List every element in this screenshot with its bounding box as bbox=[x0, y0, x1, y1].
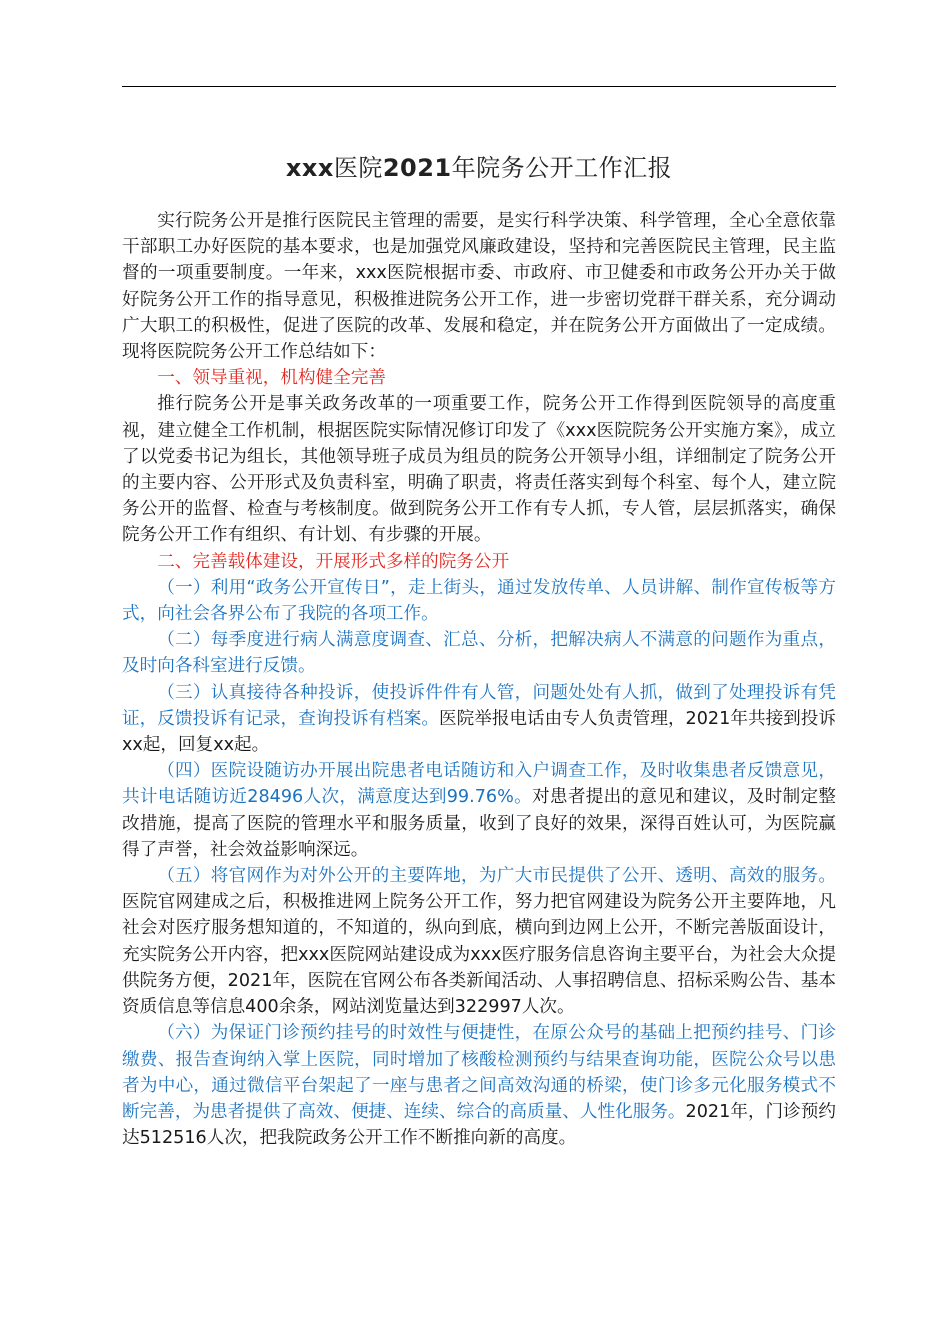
item-4-text: 对患者提出的意见和建议，及时制定整改措施，提高了医院的管理水平和服务质量，收到了良好的效果，深得百姓认可，为医院赢得了声誉，社会效益影响深远。 bbox=[122, 787, 836, 860]
item-3-lead: （三）认真接待各种投诉，使投诉件件有人管，问题处处有人抓，做到了处理投诉有凭证，反馈投诉有记录，查询投诉有档案。 bbox=[122, 682, 836, 729]
item-2-lead: （二）每季度进行病人满意度调查、汇总、分析，把解决病人不满意的问题作为重点，及时向各科室进行反馈。 bbox=[122, 630, 836, 677]
title-prefix: xxx bbox=[285, 154, 334, 182]
item-4-lead: （四）医院设随访办开展出院患者电话随访和入户调查工作，及时收集患者反馈意见，共计电话随访近28496人次，满意度达到99.76%。 bbox=[122, 761, 836, 808]
item-2-paragraph bbox=[122, 627, 836, 679]
item-6-lead: （六）为保证门诊预约挂号的时效性与便捷性，在原公众号的基础上把预约挂号、门诊缴费、报告查询纳入掌上医院，同时增加了核酸检测预约与结果查询功能，医院公众号以患者为中心，通过微信平台架起了一座与患者之间高效沟通的桥梁，使门诊多元化服务模式不断完善，为患者提供了高效、便捷、连续、综合的高质量、人性化服务。 bbox=[122, 1023, 836, 1122]
item-3-text: 医院举报电话由专人负责管理，2021年共接到投诉xx起，回复xx起。 bbox=[122, 708, 836, 756]
item-5-paragraph bbox=[122, 863, 836, 1020]
section-1-paragraph: 推行院务公开是事关政务改革的一项重要工作，院务公开工作得到医院领导的高度重视，建立健全工作机制，根据医院实际情况修订印发了《xxx医院院务公开实施方案》，成立了以党委书记为组长，其他领导班子成员为组员的院务公开领导小组，详细制定了院务公开的主要内容、公开形式及负责科室，明确了职责，将责任落实到每个科室、每个人，建立院务公开的监督、检查与考核制度。做到院务公开工作有专人抓，专人管，层层抓落实，确保院务公开工作有组织、有计划、有步骤的开展。 bbox=[122, 394, 836, 546]
item-1-lead: （一）利用“政务公开宣传日”，走上街头，通过发放传单、人员讲解、制作宣传板等方式，向社会各界公布了我院的各项工作。 bbox=[122, 577, 836, 625]
section-heading-1: 一、领导重视，机构健全完善 bbox=[157, 368, 386, 389]
item-5-text: 医院官网建成之后，积极推进网上院务公开工作，努力把官网建设为院务公开主要阵地，凡社会对医疗服务想知道的，不知道的，纵向到底，横向到边网上公开，不断完善版面设计，充实院务公开内容，把xxx医院网站建设成为xxx医疗服务信息咨询主要平台，为社会大众提供院务方便，2021年，医院在官网公布各类新闻活动、人事招聘信息、招标采购公告、基本资质信息等信息400余条，网站浏览量达到322997人次。 bbox=[122, 892, 836, 1018]
title-year: 2021 bbox=[382, 154, 452, 182]
section-heading-2: 二、完善载体建设，开展形式多样的院务公开 bbox=[157, 551, 510, 572]
title-suffix: 年院务公开工作汇报 bbox=[451, 154, 673, 182]
intro-paragraph: 实行院务公开是推行医院民主管理的需要，是实行科学决策、科学管理，全心全意依靠干部职工办好医院的基本要求，也是加强党风廉政建设，坚持和完善医院民主管理，民主监督的一项重要制度。一年来，xxx医院根据市委、市政府、市卫健委和市政务公开办关于做好院务公开工作的指导意见，积极推进院务公开工作，进一步密切党群干群关系，充分调动广大职工的积极性，促进了医院的改革、发展和稳定，并在院务公开方面做出了一定成绩。现将医院院务公开工作总结如下： bbox=[122, 211, 836, 363]
title-org: 医院 bbox=[333, 154, 383, 182]
header-rule bbox=[122, 86, 836, 87]
item-3-paragraph bbox=[122, 680, 836, 759]
item-1-paragraph bbox=[122, 575, 836, 627]
item-6-paragraph bbox=[122, 1020, 836, 1151]
document-body bbox=[122, 208, 836, 1151]
item-5-lead: （五）将官网作为对外公开的主要阵地，为广大市民提供了公开、透明、高效的服务。 bbox=[157, 866, 836, 887]
page-title bbox=[122, 150, 836, 186]
item-4-paragraph bbox=[122, 758, 836, 863]
item-6-text: 2021年，门诊预约达512516人次，把我院政务公开工作不断推向新的高度。 bbox=[122, 1101, 836, 1149]
